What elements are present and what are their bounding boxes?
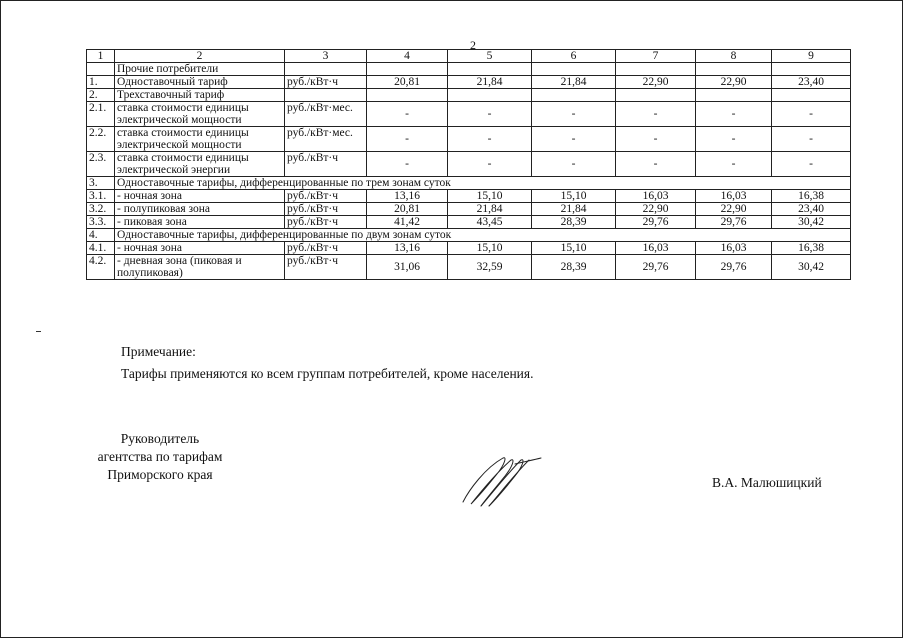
- row-index: 2.1.: [87, 102, 115, 127]
- row-label: - полупиковая зона: [115, 203, 285, 216]
- section-label: Одноставочные тарифы, дифференцированные по двум зонам суток: [115, 229, 851, 242]
- table-row: [87, 89, 851, 102]
- unit-cell: руб./кВт·ч: [285, 242, 367, 255]
- value-cell: 32,59: [448, 255, 532, 280]
- value-cell: [696, 63, 772, 76]
- note-title: Примечание:: [121, 344, 196, 359]
- table-row: [87, 229, 851, 242]
- unit-cell: [285, 89, 367, 102]
- value-cell: -: [448, 152, 532, 177]
- unit-cell: руб./кВт·ч: [285, 203, 367, 216]
- value-cell: -: [616, 102, 696, 127]
- value-cell: -: [696, 102, 772, 127]
- table-row: [87, 177, 851, 190]
- value-cell: 21,84: [532, 203, 616, 216]
- section-label: Трехставочный тариф: [115, 89, 285, 102]
- value-cell: -: [532, 152, 616, 177]
- value-cell: [448, 89, 532, 102]
- section-label: Прочие потребители: [115, 63, 285, 76]
- signer-position: [60, 430, 260, 484]
- unit-cell: руб./кВт·мес.: [285, 102, 367, 127]
- row-label: - ночная зона: [115, 242, 285, 255]
- value-cell: -: [448, 102, 532, 127]
- value-cell: 29,76: [616, 255, 696, 280]
- header-cell: 8: [696, 50, 772, 63]
- row-index: 4.: [87, 229, 115, 242]
- table-row: [87, 102, 851, 127]
- value-cell: 41,42: [367, 216, 448, 229]
- row-index: 4.2.: [87, 255, 115, 280]
- value-cell: [696, 89, 772, 102]
- tariff-body: [87, 63, 851, 280]
- table-row: [87, 152, 851, 177]
- value-cell: 21,84: [532, 76, 616, 89]
- value-cell: [772, 63, 851, 76]
- table-row: [87, 255, 851, 280]
- row-index: [87, 63, 115, 76]
- value-cell: 15,10: [532, 242, 616, 255]
- value-cell: 16,03: [616, 190, 696, 203]
- value-cell: 23,40: [772, 203, 851, 216]
- value-cell: -: [696, 152, 772, 177]
- header-cell: 2: [115, 50, 285, 63]
- header-cell: 7: [616, 50, 696, 63]
- table-row: [87, 190, 851, 203]
- header-cell: 9: [772, 50, 851, 63]
- row-index: 2.2.: [87, 127, 115, 152]
- value-cell: -: [367, 102, 448, 127]
- value-cell: 20,81: [367, 76, 448, 89]
- value-cell: 30,42: [772, 255, 851, 280]
- header-cell: 6: [532, 50, 616, 63]
- value-cell: -: [532, 102, 616, 127]
- value-cell: -: [532, 127, 616, 152]
- value-cell: 13,16: [367, 242, 448, 255]
- value-cell: -: [772, 102, 851, 127]
- value-cell: 28,39: [532, 216, 616, 229]
- row-label: ставка стоимости единицы электрической энергии: [115, 152, 285, 177]
- value-cell: [532, 63, 616, 76]
- value-cell: 15,10: [532, 190, 616, 203]
- unit-cell: [285, 63, 367, 76]
- table-row: [87, 127, 851, 152]
- value-cell: [616, 63, 696, 76]
- row-index: 3.3.: [87, 216, 115, 229]
- value-cell: 29,76: [696, 216, 772, 229]
- row-label: ставка стоимости единицы электрической мощности: [115, 102, 285, 127]
- value-cell: [772, 89, 851, 102]
- value-cell: 16,03: [696, 242, 772, 255]
- table-row: [87, 76, 851, 89]
- value-cell: 29,76: [616, 216, 696, 229]
- signer-position-line: агентства по тарифам: [97, 449, 223, 464]
- value-cell: [367, 63, 448, 76]
- unit-cell: руб./кВт·ч: [285, 255, 367, 280]
- page-number: 2: [470, 38, 476, 52]
- row-index: 3.1.: [87, 190, 115, 203]
- row-index: 3.: [87, 177, 115, 190]
- margin-mark: [36, 331, 41, 332]
- table-row: [87, 63, 851, 76]
- value-cell: -: [367, 127, 448, 152]
- value-cell: -: [696, 127, 772, 152]
- table-row: [87, 242, 851, 255]
- value-cell: -: [616, 127, 696, 152]
- value-cell: -: [772, 127, 851, 152]
- value-cell: 16,03: [616, 242, 696, 255]
- value-cell: [532, 89, 616, 102]
- value-cell: [367, 89, 448, 102]
- value-cell: 22,90: [696, 76, 772, 89]
- value-cell: 21,84: [448, 203, 532, 216]
- row-index: 3.2.: [87, 203, 115, 216]
- value-cell: 16,03: [696, 190, 772, 203]
- signer-name: В.А. Малюшицкий: [712, 475, 822, 490]
- row-label: Одноставочный тариф: [115, 76, 285, 89]
- note-text: Тарифы применяются ко всем группам потребителей, кроме населения.: [121, 366, 534, 381]
- value-cell: -: [616, 152, 696, 177]
- table-row: [87, 203, 851, 216]
- row-index: 1.: [87, 76, 115, 89]
- value-cell: 30,42: [772, 216, 851, 229]
- value-cell: 21,84: [448, 76, 532, 89]
- row-label: - дневная зона (пиковая и полупиковая): [115, 255, 285, 280]
- unit-cell: руб./кВт·мес.: [285, 127, 367, 152]
- section-label: Одноставочные тарифы, дифференцированные по трем зонам суток: [115, 177, 851, 190]
- signer-position-line: Руководитель: [120, 431, 200, 446]
- row-label: - пиковая зона: [115, 216, 285, 229]
- value-cell: 20,81: [367, 203, 448, 216]
- signer-position-line: Приморского края: [107, 467, 213, 482]
- value-cell: 22,90: [616, 203, 696, 216]
- value-cell: -: [367, 152, 448, 177]
- row-index: 2.3.: [87, 152, 115, 177]
- table-header-row: [87, 50, 851, 63]
- header-cell: 4: [367, 50, 448, 63]
- value-cell: [448, 63, 532, 76]
- unit-cell: руб./кВт·ч: [285, 152, 367, 177]
- row-label: ставка стоимости единицы электрической мощности: [115, 127, 285, 152]
- value-cell: 16,38: [772, 190, 851, 203]
- value-cell: [616, 89, 696, 102]
- unit-cell: руб./кВт·ч: [285, 76, 367, 89]
- table-row: [87, 216, 851, 229]
- unit-cell: руб./кВт·ч: [285, 216, 367, 229]
- header-cell: 1: [87, 50, 115, 63]
- value-cell: 23,40: [772, 76, 851, 89]
- value-cell: 22,90: [616, 76, 696, 89]
- value-cell: 16,38: [772, 242, 851, 255]
- value-cell: 22,90: [696, 203, 772, 216]
- row-label: - ночная зона: [115, 190, 285, 203]
- header-cell: 3: [285, 50, 367, 63]
- value-cell: -: [772, 152, 851, 177]
- value-cell: 15,10: [448, 242, 532, 255]
- unit-cell: руб./кВт·ч: [285, 190, 367, 203]
- header-cell: 5: [448, 50, 532, 63]
- value-cell: 43,45: [448, 216, 532, 229]
- value-cell: 15,10: [448, 190, 532, 203]
- value-cell: -: [448, 127, 532, 152]
- tariff-table: [86, 49, 851, 280]
- value-cell: 13,16: [367, 190, 448, 203]
- row-index: 4.1.: [87, 242, 115, 255]
- handwritten-signature: [455, 450, 545, 510]
- value-cell: 28,39: [532, 255, 616, 280]
- value-cell: 31,06: [367, 255, 448, 280]
- value-cell: 29,76: [696, 255, 772, 280]
- row-index: 2.: [87, 89, 115, 102]
